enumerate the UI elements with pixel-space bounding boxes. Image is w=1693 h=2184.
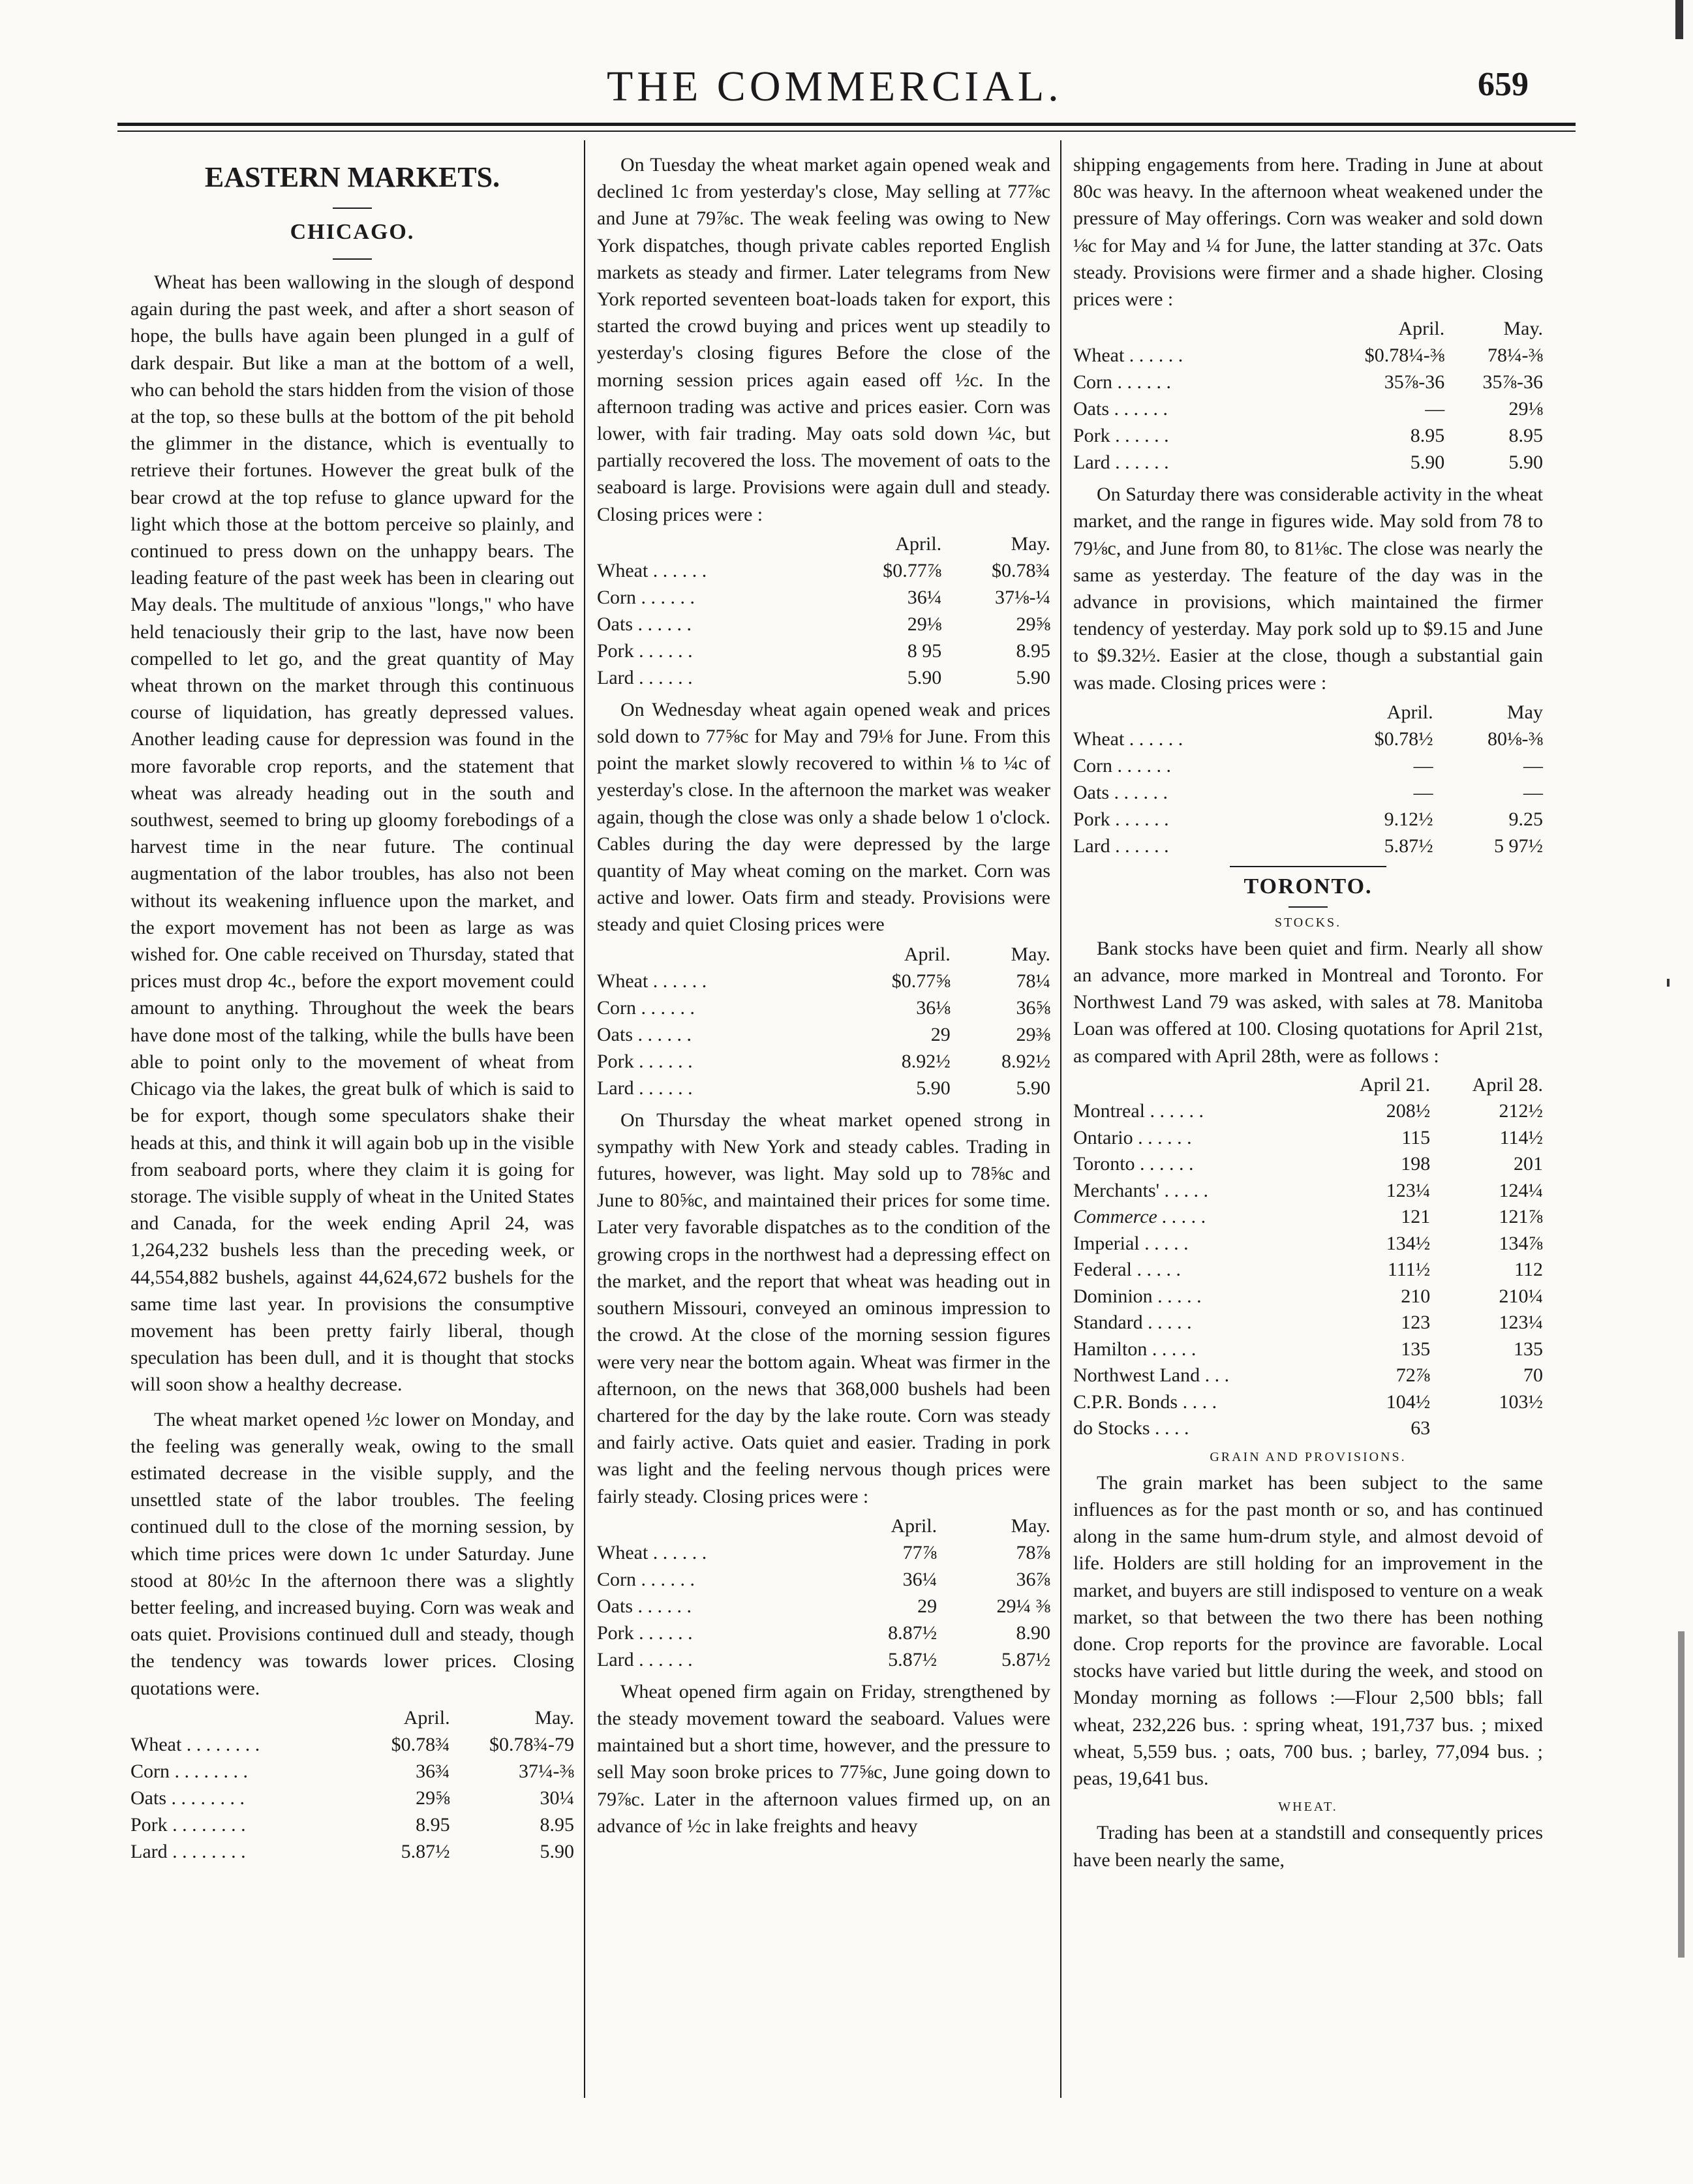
table-row: Corn . . . . . . . . 36¾ 37¼-⅜ xyxy=(130,1760,574,1782)
scan-edge-mark xyxy=(1667,979,1670,987)
tuesday-closing-prices xyxy=(597,531,1050,691)
table-row: Lard . . . . . . 5.90 5.90 xyxy=(597,1077,1050,1099)
tuesday-report: On Tuesday the wheat market again opened weak and declined 1c from yesterday's close, May selling at 77⅞c and June at 79⅞c. The weak feeling was owing to New York dispatches, though private cables reported English markets as steady and firmer. Later telegrams from New York reported seventeen boat-loads taken for export, this started the crowd buying and prices went up steadily to yesterday's closing figures Before the close of the morning session prices again eased off ½c. In the afternoon trading was active and prices easier. Corn was lower, with fair trading. May oats sold down ¼c, but partially recovered the loss. The movement of oats to the seaboard is large. Provisions were again dull and steady. Closing prices were : xyxy=(597,154,1050,525)
table-row: Lard . . . . . . 5.87½ 5.87½ xyxy=(597,1648,1050,1670)
table-row: Wheat . . . . . . $0.77⅝ 78¼ xyxy=(597,970,1050,992)
friday-report: Wheat opened firm again on Friday, strengthened by the steady movement toward the seaboard. Values were maintained but a short time, however, and the pressure to sell May soon broke prices to 77⅝c, June going down to 79⅞c. Later in the afternoon values firmed up, on an advance of ½c in lake freights and heavy xyxy=(597,1680,1050,1837)
grain-provisions-subhead: GRAIN AND PROVISIONS. xyxy=(1210,1449,1407,1464)
table-row: Oats . . . . . . — 29⅛ xyxy=(1073,398,1543,420)
table-row: Northwest Land . . . 72⅞ 70 xyxy=(1073,1364,1543,1387)
table-row: Oats . . . . . . 29⅛ 29⅝ xyxy=(597,613,1050,635)
table-row: Oats . . . . . . 29 29¼ ⅜ xyxy=(597,1595,1050,1617)
heading-dash xyxy=(333,208,372,209)
wheat-subhead: WHEAT. xyxy=(1278,1800,1338,1815)
table-row: Hamilton . . . . . 135 135 xyxy=(1073,1338,1543,1360)
table-row: C.P.R. Bonds . . . . 104½ 103½ xyxy=(1073,1391,1543,1413)
table-row: Corn . . . . . . — — xyxy=(1073,754,1543,777)
city-subhead-chicago: CHICAGO. xyxy=(290,220,415,244)
table-row: Federal . . . . . 111½ 112 xyxy=(1073,1259,1543,1281)
page-number: 659 xyxy=(1478,66,1529,103)
column-header-may: May. xyxy=(534,1706,574,1729)
table-row: Corn . . . . . . 36¼ 36⅞ xyxy=(597,1568,1050,1590)
table-row: do Stocks . . . . 63 xyxy=(1073,1417,1431,1439)
header-rule-bottom xyxy=(117,131,1576,132)
column-header-may: May. xyxy=(1011,532,1050,555)
section-heading: EASTERN MARKETS. xyxy=(204,161,500,193)
table-row: Pork . . . . . . 8.92½ 8.92½ xyxy=(597,1050,1050,1072)
table-row: Commerce . . . . . 121 121⅞ xyxy=(1073,1206,1543,1228)
table-row: Pork . . . . . . 8 95 8.95 xyxy=(597,639,1050,662)
column-header-may: May. xyxy=(1011,943,1050,965)
scan-edge-mark xyxy=(1678,1631,1685,1958)
table-row: Oats . . . . . . 29 29⅜ xyxy=(597,1023,1050,1045)
saturday-report: On Saturday there was considerable activity in the wheat market, and the range in figures wide. May sold from 78 to 79⅛c, and June from 80, to 81⅛c. The close was nearly the same as yesterday. The feature of the day was in the advance in provisions, which maintained the firmer tendency of yesterday. May pork sold up to $9.15 and June to $9.32½. Easier at the close, though a substantial gain was made. Closing prices were : xyxy=(1073,484,1543,694)
column-header-april: April. xyxy=(403,1706,450,1729)
table-row: Merchants' . . . . . 123¼ 124¼ xyxy=(1073,1179,1543,1201)
monday-report: The wheat market opened ½c lower on Monday, and the feeling was generally weak, owing to the small estimated decrease in the visible supply, and the unsettled state of the labor troubles. The feeling continued dull to the close of the morning session, by which time prices were down 1c under Saturday. June stood at 80½c In the afternoon there was a slightly better feeling, and increased buying. Corn was weak and oats quiet. Provisions continued dull and steady, though the tendency was towards lower prices. Closing quotations were. xyxy=(130,1408,574,1699)
column-header-april: April. xyxy=(1386,701,1433,723)
column-header-april-21: April 21. xyxy=(1359,1073,1431,1096)
table-row: Pork . . . . . . 8.95 8.95 xyxy=(1073,425,1543,447)
table-row: Pork . . . . . . 9.12½ 9.25 xyxy=(1073,808,1543,830)
table-row: Wheat . . . . . . $0.78¼-⅜ 78¼-⅜ xyxy=(1073,345,1543,367)
column-divider-1 xyxy=(584,140,585,2098)
thursday-closing-prices xyxy=(597,1513,1050,1673)
chicago-weekly-review: Wheat has been wallowing in the slough of despond again during the past week, and after a short season of hope, the bulls have again been plunged in a gulf of dark despair. But like a man at the bottom of a well, who can behold the stars hidden from the vision of those at the top, so these bulls at the bottom of the pit behold the glimmer in the distance, which is eventually to retrieve their fortunes. However the great bulk of the bear crowd at the top refuse to glance upward for the light which those at the bottom perceive so plainly, and continued to press down on the unhappy bears. The leading feature of the past week has been in clearing out May deals. The multitude of anxious "longs," who have held tenaciously their grip to the last, have now been compelled to let go, and the great quantity of May wheat thrown on the market through this continuous course of liquidation, has greatly depressed values. Another leading cause for depression was found in the more favorable crop reports, and the statement that wheat was already heading out in the south and southwest, seemed to bring up gloomy forebodings of a harvest time in the near future. The continual augmentation of the labor troubles, has also not been without its weakening influence upon the market, and the export movement has not been as large as was wished for. One cable received on Thursday, stated that prices must drop 4c., before the export movement could amount to anything. Throughout the week the bears have done most of the talking, while the bulls have been able to point only to the movement of wheat from Chicago via the lakes, the great bulk of which is said to be for export, though some speculators shake their heads at this, and think it will again bob up in the visible from seaboard ports, where they claim it is going for storage. The visible supply of wheat in the United States and Canada, for the week ending April 24, was 1,264,232 bushels less than the preceding week, or 44,554,882 bushels, against 44,624,672 bushels for the same time last year. In provisions the consumptive movement has been pretty fairly liberal, though speculation has been dull, and it is thought that stocks will soon show a healthy decrease. xyxy=(130,271,574,1396)
subhead-dash xyxy=(333,258,372,260)
column-header-may: May xyxy=(1507,701,1543,723)
friday-report-continued: shipping engagements from here. Trading in June at about 80c was heavy. In the afternoon wheat weakened under the pressure of May offerings. Corn was weaker and sold down ⅛c for May and ¼ for June, the latter standing at 37c. Oats steady. Provisions were firmer and a shade higher. Closing prices were : xyxy=(1073,154,1543,311)
table-row: Oats . . . . . . . . 29⅝ 30¼ xyxy=(130,1787,574,1809)
column-1 xyxy=(130,151,574,1870)
column-header-april: April. xyxy=(895,532,942,555)
table-row: Wheat . . . . . . $0.78½ 80⅛-⅜ xyxy=(1073,728,1543,750)
saturday-closing-prices xyxy=(1073,699,1543,859)
table-row: Corn . . . . . . 35⅞-36 35⅞-36 xyxy=(1073,371,1543,393)
table-row: Oats . . . . . . — — xyxy=(1073,781,1543,803)
header-rule-top xyxy=(117,123,1576,126)
table-row: Imperial . . . . . 134½ 134⅞ xyxy=(1073,1232,1543,1254)
toronto-stocks-report: Bank stocks have been quiet and firm. Nearly all show an advance, more marked in Montreal and Toronto. For Northwest Land 79 was asked, with sales at 78. Manitoba Loan was offered at 100. Closing quotations for April 21st, as compared with April 28th, were as follows : xyxy=(1073,937,1543,1067)
column-header-april: April. xyxy=(1398,318,1445,340)
table-row: Standard . . . . . 123 123¼ xyxy=(1073,1312,1543,1334)
table-row: Pork . . . . . . . . 8.95 8.95 xyxy=(130,1813,574,1836)
table-row: Corn . . . . . . 36¼ 37⅛-¼ xyxy=(597,586,1050,608)
table-row: Lard . . . . . . 5.90 5.90 xyxy=(1073,452,1543,474)
table-row: Dominion . . . . . 210 210¼ xyxy=(1073,1285,1543,1307)
column-3 xyxy=(1073,151,1543,1873)
bank-stock-quotations xyxy=(1073,1072,1543,1442)
friday-closing-prices xyxy=(1073,315,1543,476)
column-header-april-28: April 28. xyxy=(1472,1073,1543,1096)
monday-closing-prices xyxy=(130,1704,574,1865)
table-row: Wheat . . . . . . 77⅞ 78⅞ xyxy=(597,1541,1050,1563)
wheat-report: Trading has been at a standstill and consequently prices have been nearly the same, xyxy=(1073,1822,1543,1871)
scan-edge-mark xyxy=(1675,0,1683,39)
column-divider-2 xyxy=(1060,140,1061,2098)
table-row: Corn . . . . . . 36⅛ 36⅝ xyxy=(597,996,1050,1019)
table-row: Wheat . . . . . . $0.77⅞ $0.78¾ xyxy=(597,559,1050,581)
column-2 xyxy=(597,151,1050,1839)
table-row: Pork . . . . . . 8.87½ 8.90 xyxy=(597,1622,1050,1644)
table-row: Ontario . . . . . . 115 114½ xyxy=(1073,1126,1543,1148)
masthead-title: THE COMMERCIAL. xyxy=(607,63,1063,110)
column-header-april: April. xyxy=(891,1515,938,1537)
column-header-may: May. xyxy=(1011,1515,1050,1537)
column-header-april: April. xyxy=(904,943,951,965)
wednesday-closing-prices xyxy=(597,941,1050,1101)
grain-market-report: The grain market has been subject to the same influences as for the past month or so, and has continued along in the same hum-drum style, and almost devoid of life. Holders are still holding for an improvement in the market, and buyers are still indisposed to venture on a weak market, so that between the two there has been nothing done. Crop reports for the province are favorable. Local stocks have varied but little during the week, and stood on Monday morning as follows :—Flour 2,500 bbls; fall wheat, 232,226 bus. : spring wheat, 191,737 bus. ; mixed wheat, 5,559 bus. ; oats, 700 bus. ; barley, 77,094 bus. ; peas, 19,641 bus. xyxy=(1073,1471,1543,1790)
table-row: Wheat . . . . . . . . $0.78¾ $0.78¾-79 xyxy=(130,1733,574,1755)
table-row: Montreal . . . . . . 208½ 212½ xyxy=(1073,1100,1543,1122)
column-header-may: May. xyxy=(1503,318,1543,340)
table-row: Lard . . . . . . . . 5.87½ 5.90 xyxy=(130,1840,574,1862)
wednesday-report: On Wednesday wheat again opened weak and prices sold down to 77⅝c for May and 79⅛ for June. From this point the market slowly recovered to within ⅛ to ¼c of yesterday's close. In the afternoon the market was weaker again, though the close was only a shade below 1 o'clock. Cables during the day were depressed by the large quantity of May wheat coming on the market. Corn was active and lower. Oats firm and steady. Provisions were steady and quiet Closing prices were xyxy=(597,698,1050,936)
section-rule xyxy=(1230,866,1386,867)
stocks-subhead: STOCKS. xyxy=(1274,915,1342,930)
table-row: Toronto . . . . . . 198 201 xyxy=(1073,1153,1543,1175)
city-subhead-toronto: TORONTO. xyxy=(1243,874,1373,899)
table-row: Lard . . . . . . 5.87½ 5 97½ xyxy=(1073,835,1543,857)
subhead-dash xyxy=(1289,906,1328,908)
thursday-report: On Thursday the wheat market opened strong in sympathy with New York and steady cables. Trading in futures, however, was light. May sold up to 78⅝c and June to 80⅝c, and maintained their prices for some time. Later very favorable dispatches as to the condition of the growing crops in the northwest had a depressing effect on the market, and the report that wheat was heading out in southern Missouri, conveyed an ominous impression to the crowd. At the close of the morning session figures were very near the bottom again. Wheat was firmer in the afternoon, on the news that 368,000 bushels had been chartered for the day by the lake route. Corn was steady and fairly active. Oats quiet and easier. Trading in pork was light and the feeling nervous though prices were fairly steady. Closing prices were : xyxy=(597,1109,1050,1507)
table-row: Lard . . . . . . 5.90 5.90 xyxy=(597,666,1050,688)
